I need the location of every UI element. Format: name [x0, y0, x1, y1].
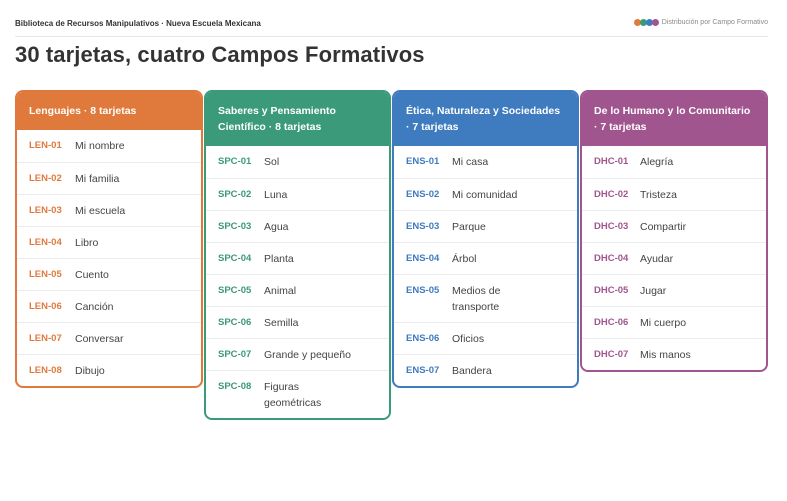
card-code: DHC-05	[594, 285, 629, 296]
card-row[interactable]	[582, 146, 766, 178]
card-label: Oficios	[452, 333, 485, 345]
card-row[interactable]	[582, 274, 766, 306]
card-label: Mi casa	[452, 156, 489, 168]
card-code: SPC-01	[218, 156, 252, 167]
card-row[interactable]	[17, 226, 201, 258]
card-row[interactable]	[394, 354, 577, 386]
card-label: Mi cuerpo	[640, 317, 687, 329]
card-row[interactable]	[17, 162, 201, 194]
card-code: SPC-07	[218, 349, 252, 360]
card-code: LEN-06	[29, 301, 62, 312]
card-label: Ayudar	[640, 253, 674, 265]
card-code: LEN-04	[29, 237, 62, 248]
card-row[interactable]	[206, 274, 389, 306]
card-row[interactable]	[582, 338, 766, 370]
card-row[interactable]	[17, 290, 201, 322]
card-code: LEN-07	[29, 333, 62, 344]
card-row[interactable]	[206, 178, 389, 210]
card-code: ENS-04	[406, 253, 440, 264]
card-row[interactable]	[17, 194, 201, 226]
card-code: ENS-03	[406, 221, 440, 232]
card-label: Cuento	[75, 269, 109, 281]
card-list	[206, 146, 389, 418]
card-row[interactable]	[17, 258, 201, 290]
card-code: SPC-08	[218, 381, 252, 392]
card-row[interactable]	[582, 210, 766, 242]
legend-dots	[634, 19, 658, 26]
card-code: LEN-02	[29, 173, 62, 184]
card-label: Figuras geométricas	[264, 381, 322, 409]
card-code: SPC-05	[218, 285, 252, 296]
column-header	[206, 92, 389, 146]
breadcrumb: Biblioteca de Recursos Manipulativos · Nueva Escuela Mexicana	[15, 19, 261, 28]
card-list	[582, 146, 766, 370]
column-header	[582, 92, 766, 146]
card-code: SPC-04	[218, 253, 252, 264]
card-label: Mi familia	[75, 173, 120, 185]
card-row[interactable]	[206, 306, 389, 338]
card-code: ENS-01	[406, 156, 440, 167]
card-code: LEN-05	[29, 269, 62, 280]
card-label: Alegría	[640, 156, 674, 168]
legend-label: Distribución por Campo Formativo	[661, 19, 768, 26]
card-code: SPC-06	[218, 317, 252, 328]
campo-column	[15, 90, 203, 388]
top-bar	[15, 14, 768, 37]
card-row[interactable]	[394, 146, 577, 178]
column-title: Lenguajes · 8 tarjetas	[29, 105, 137, 117]
card-label: Animal	[264, 285, 297, 297]
card-row[interactable]	[394, 210, 577, 242]
card-row[interactable]	[206, 242, 389, 274]
card-label: Jugar	[640, 285, 667, 297]
card-row[interactable]	[394, 274, 577, 322]
column-header	[17, 92, 201, 130]
card-label: Árbol	[452, 253, 477, 265]
page-title: 30 tarjetas, cuatro Campos Formativos	[15, 42, 425, 67]
card-label: Bandera	[452, 365, 492, 377]
card-label: Agua	[264, 221, 289, 233]
card-row[interactable]	[206, 338, 389, 370]
card-row[interactable]	[394, 242, 577, 274]
card-code: LEN-08	[29, 365, 62, 376]
card-code: DHC-07	[594, 349, 629, 360]
card-label: Dibujo	[75, 365, 105, 377]
card-label: Mis manos	[640, 349, 691, 361]
card-label: Libro	[75, 237, 99, 249]
card-label: Compartir	[640, 221, 687, 233]
card-code: DHC-01	[594, 156, 629, 167]
card-row[interactable]	[582, 178, 766, 210]
card-label: Medios de transporte	[452, 285, 501, 313]
campo-column	[580, 90, 768, 372]
card-row[interactable]	[206, 370, 389, 418]
card-code: ENS-07	[406, 365, 440, 376]
card-row[interactable]	[17, 130, 201, 162]
card-list	[17, 130, 201, 386]
column-title: Ética, Naturaleza y Sociedades · 7 tarjetas	[406, 105, 561, 133]
card-code: DHC-03	[594, 221, 629, 232]
card-code: SPC-03	[218, 221, 252, 232]
card-label: Semilla	[264, 317, 299, 329]
card-code: LEN-03	[29, 205, 62, 216]
card-label: Grande y pequeño	[264, 349, 351, 361]
card-label: Mi comunidad	[452, 189, 518, 201]
card-row[interactable]	[582, 306, 766, 338]
campo-legend	[634, 19, 768, 26]
card-code: DHC-02	[594, 189, 629, 200]
card-label: Mi nombre	[75, 140, 125, 152]
card-label: Tristeza	[640, 189, 677, 201]
card-row[interactable]	[17, 354, 201, 386]
card-code: LEN-01	[29, 140, 62, 151]
column-title: De lo Humano y lo Comunitario · 7 tarjetas	[594, 105, 751, 133]
card-label: Parque	[452, 221, 486, 233]
card-label: Mi escuela	[75, 205, 126, 217]
card-label: Canción	[75, 301, 114, 313]
card-code: DHC-04	[594, 253, 629, 264]
card-list	[394, 146, 577, 386]
card-code: DHC-06	[594, 317, 629, 328]
column-header	[394, 92, 577, 146]
card-row[interactable]	[206, 210, 389, 242]
card-row[interactable]	[394, 178, 577, 210]
campo-column	[392, 90, 579, 388]
card-code: ENS-05	[406, 285, 440, 296]
legend-dot	[652, 19, 659, 26]
card-code: ENS-06	[406, 333, 440, 344]
card-row[interactable]	[17, 322, 201, 354]
card-code: ENS-02	[406, 189, 440, 200]
card-label: Conversar	[75, 333, 124, 345]
card-row[interactable]	[206, 146, 389, 178]
card-label: Planta	[264, 253, 294, 265]
card-row[interactable]	[582, 242, 766, 274]
campo-column	[204, 90, 391, 420]
card-label: Sol	[264, 156, 280, 168]
card-code: SPC-02	[218, 189, 252, 200]
card-label: Luna	[264, 189, 288, 201]
column-title: Saberes y Pensamiento Científico · 8 tarjetas	[218, 105, 336, 133]
card-row[interactable]	[394, 322, 577, 354]
